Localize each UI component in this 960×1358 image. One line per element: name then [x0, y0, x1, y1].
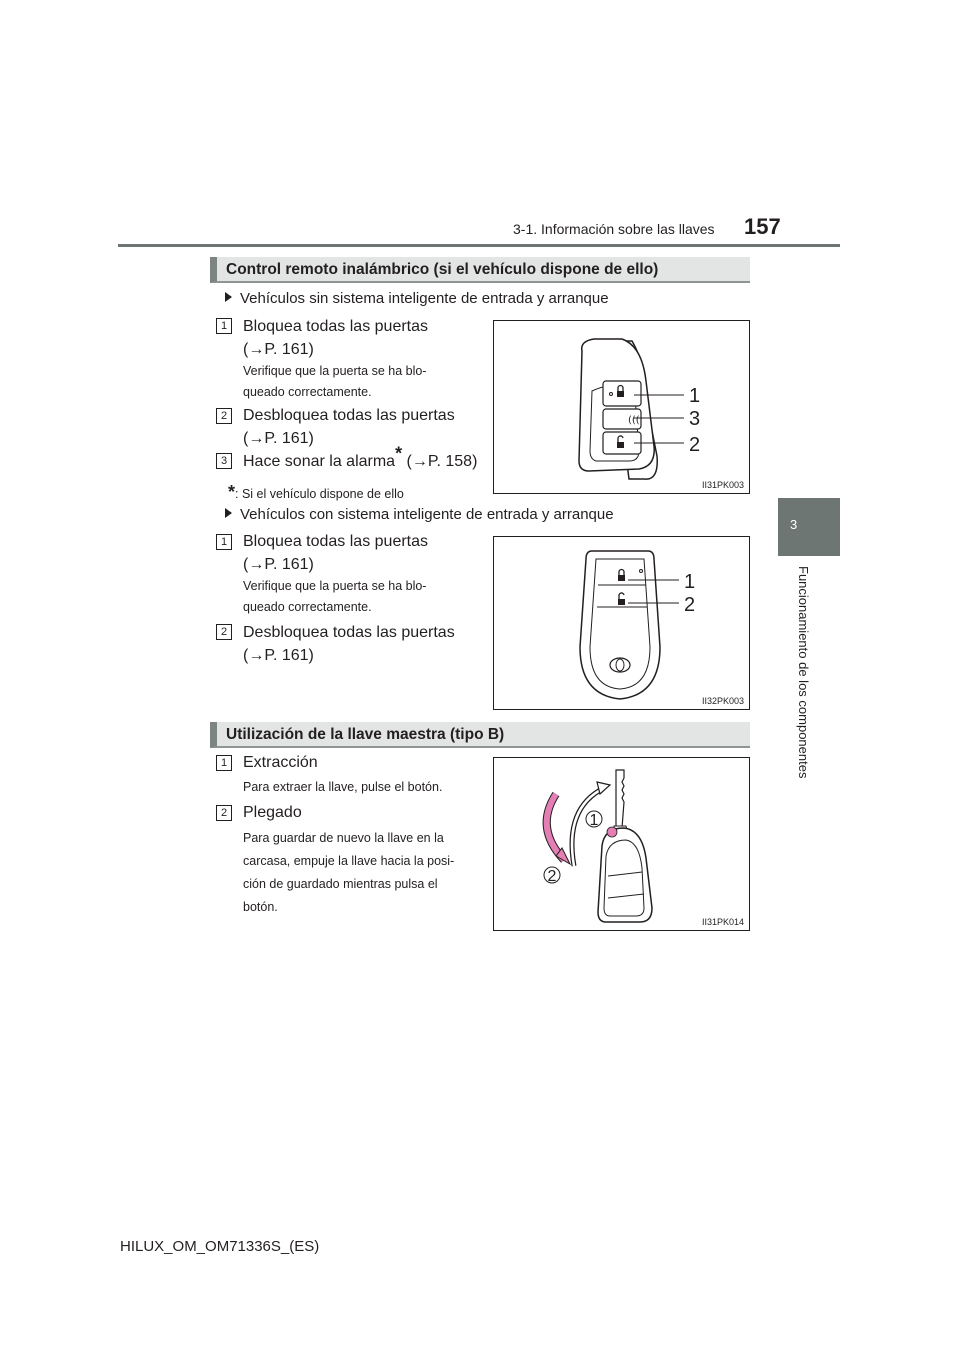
subheading-smart-entry: Vehículos con sistema inteligente de entrada y arranque — [225, 506, 614, 523]
subheading-no-smart-entry: Vehículos sin sistema inteligente de entrada y arranque — [225, 290, 609, 307]
item-number: 2 — [216, 408, 232, 424]
figure-code: II31PK014 — [701, 917, 744, 927]
svg-text:(((: ((( — [628, 415, 640, 426]
callout-2: 2 — [689, 434, 701, 456]
item-note: Para guardar de nuevo la llave en la carcasa, empuje la llave hacia la posi- ción de guardado mientras pulsa el botón. — [243, 831, 455, 914]
figure-master-key-folding — [493, 757, 750, 931]
master-key-folding-illustration — [494, 758, 751, 932]
item-number: 1 — [216, 534, 232, 550]
callout-2: 2 — [547, 868, 557, 885]
callout-1: 1 — [689, 385, 701, 407]
item-text: Extracción — [243, 754, 318, 771]
item-number: 2 — [216, 805, 232, 821]
bullet-triangle-icon — [225, 292, 232, 302]
item-note: Para extraer la llave, pulse el botón. — [243, 780, 443, 794]
chapter-title: Funcionamiento de los componentes — [796, 566, 811, 779]
item-text: Hace sonar la alarma* (→P. 158) — [243, 443, 478, 470]
item-text: Desbloquea todas las puertas (→P. 161) — [243, 407, 455, 447]
chapter-number: 3 — [790, 517, 798, 532]
item-number: 2 — [216, 624, 232, 640]
item-number: 1 — [216, 755, 232, 771]
callout-3: 3 — [689, 408, 701, 430]
callout-2: 2 — [684, 594, 696, 616]
callout-1: 1 — [589, 812, 599, 829]
item-note: Verifique que la puerta se ha blo- queado correctamente. — [243, 364, 427, 399]
bullet-triangle-icon — [225, 508, 232, 518]
document-id: HILUX_OM_OM71336S_(ES) — [120, 1238, 320, 1255]
figure-code: II32PK003 — [701, 696, 744, 706]
callout-1: 1 — [684, 571, 696, 593]
item-text: Bloquea todas las puertas (→P. 161) — [243, 533, 429, 573]
item-text: Desbloquea todas las puertas (→P. 161) — [243, 624, 455, 664]
item-note: Verifique que la puerta se ha blo- queado correctamente. — [243, 579, 427, 614]
section-heading-master-key — [210, 722, 750, 748]
page-number: 157 — [744, 214, 781, 239]
chapter-tab — [778, 498, 840, 556]
item-text: Bloquea todas las puertas (→P. 161) — [243, 318, 429, 358]
item-number: 3 — [216, 453, 232, 469]
footnote: *: Si el vehículo dispone de ello — [228, 482, 404, 502]
header-rule — [118, 244, 840, 247]
item-number: 1 — [216, 318, 232, 334]
item-text: Plegado — [243, 804, 302, 821]
flip-key-remote-illustration — [494, 321, 751, 495]
section-title: Control remoto inalámbrico (si el vehículo dispone de ello) — [226, 261, 659, 278]
figure-flip-key-remote — [493, 320, 750, 494]
section-heading-remote — [210, 257, 750, 283]
smart-key-illustration — [494, 537, 751, 711]
figure-smart-key — [493, 536, 750, 710]
running-header-section: 3-1. Información sobre las llaves — [513, 221, 715, 237]
section-title: Utilización de la llave maestra (tipo B) — [226, 726, 505, 743]
figure-code: II31PK003 — [701, 480, 744, 490]
